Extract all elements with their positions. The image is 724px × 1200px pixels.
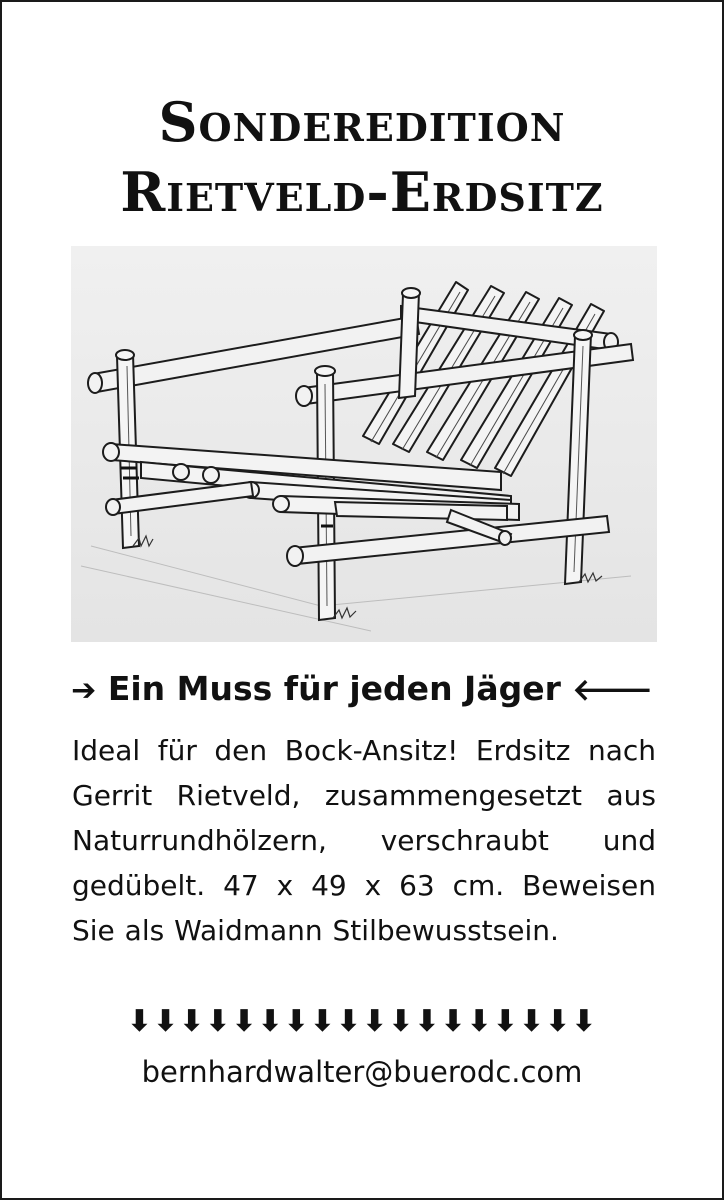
description-line: Sie als Waidmann Stilbewusstsein. — [72, 914, 559, 947]
arrow-right-icon: ➔ — [71, 673, 97, 708]
arrow-down-row-icon: ⬇⬇⬇⬇⬇⬇⬇⬇⬇⬇⬇⬇⬇⬇⬇⬇⬇⬇ — [126, 1004, 598, 1039]
description-line: gedübelt. 47 x 49 x 63 cm. Beweisen — [72, 869, 656, 902]
chair-sketch-icon — [71, 246, 657, 642]
arrow-left-icon: 🡐 — [572, 673, 653, 708]
contact-email[interactable]: bernhardwalter@buerodc.com — [141, 1055, 583, 1089]
description — [72, 728, 656, 953]
description-line: Ideal für den Bock-Ansitz! Erdsitz nach — [72, 734, 656, 767]
chair-sketch-image — [71, 246, 657, 642]
subheading — [2, 666, 722, 714]
title-line-1: Sonderedition — [158, 90, 566, 154]
title-line-2: Rietveld-Erdsitz — [120, 160, 604, 224]
subheading-text: Ein Muss für jeden Jäger — [107, 669, 561, 708]
description-line: Gerrit Rietveld, zusammengesetzt aus — [72, 779, 656, 812]
description-line: Naturrundhölzern, verschraubt und — [72, 824, 656, 857]
